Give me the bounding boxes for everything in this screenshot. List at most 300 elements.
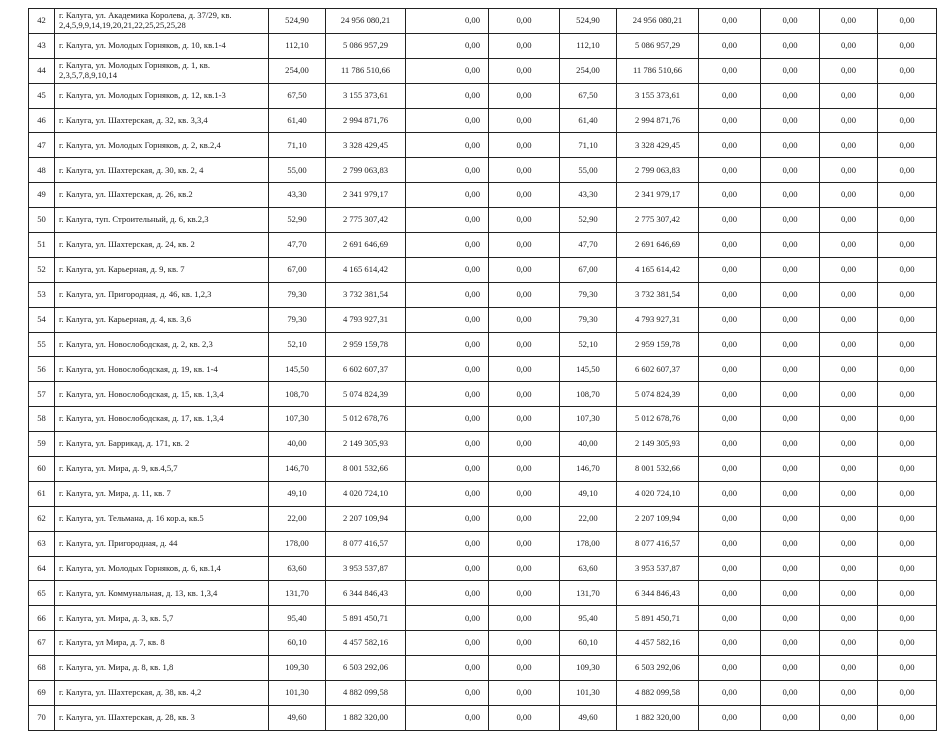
table-body	[29, 9, 937, 731]
value-cell: 0,00	[699, 481, 761, 506]
value-cell: 0,00	[761, 481, 820, 506]
value-cell: 0,00	[761, 656, 820, 681]
area-cell: 146,70	[269, 457, 326, 482]
value-cell: 0,00	[489, 357, 560, 382]
cost-cell: 3 953 537,87	[326, 556, 406, 581]
cost-cell: 6 602 607,37	[617, 357, 699, 382]
cost-cell: 1 882 320,00	[326, 705, 406, 730]
value-cell: 0,00	[761, 382, 820, 407]
area-cell: 108,70	[560, 382, 617, 407]
value-cell: 0,00	[820, 208, 878, 233]
cost-cell: 3 328 429,45	[326, 133, 406, 158]
table-row	[29, 33, 937, 58]
cost-cell: 8 001 532,66	[617, 457, 699, 482]
address-cell: г. Калуга, ул. Пригородная, д. 46, кв. 1,2,3	[55, 282, 269, 307]
value-cell: 0,00	[878, 481, 937, 506]
address-cell: г. Калуга, ул. Академика Королева, д. 37/29, кв. 2,4,5,9,9,14,19,20,21,22,25,25,25,28	[55, 9, 269, 34]
value-cell: 0,00	[699, 631, 761, 656]
cost-cell: 5 086 957,29	[326, 33, 406, 58]
table-row	[29, 158, 937, 183]
value-cell: 0,00	[878, 556, 937, 581]
table-row	[29, 457, 937, 482]
address-cell: г. Калуга, ул. Новослободская, д. 19, кв. 1-4	[55, 357, 269, 382]
table-row	[29, 556, 937, 581]
value-cell: 0,00	[406, 581, 489, 606]
cost-cell: 2 149 305,93	[326, 432, 406, 457]
table-row	[29, 481, 937, 506]
value-cell: 0,00	[820, 531, 878, 556]
table-row	[29, 656, 937, 681]
area-cell: 109,30	[269, 656, 326, 681]
value-cell: 0,00	[761, 631, 820, 656]
value-cell: 0,00	[878, 656, 937, 681]
row-number-cell: 43	[29, 33, 55, 58]
cost-cell: 2 207 109,94	[617, 506, 699, 531]
value-cell: 0,00	[761, 407, 820, 432]
area-cell: 52,10	[269, 332, 326, 357]
row-number-cell: 62	[29, 506, 55, 531]
value-cell: 0,00	[878, 705, 937, 730]
value-cell: 0,00	[406, 332, 489, 357]
value-cell: 0,00	[878, 382, 937, 407]
value-cell: 0,00	[820, 33, 878, 58]
cost-cell: 24 956 080,21	[617, 9, 699, 34]
area-cell: 60,10	[269, 631, 326, 656]
value-cell: 0,00	[699, 531, 761, 556]
value-cell: 0,00	[820, 233, 878, 258]
cost-cell: 4 882 099,58	[617, 681, 699, 706]
value-cell: 0,00	[489, 233, 560, 258]
value-cell: 0,00	[878, 282, 937, 307]
cost-cell: 2 775 307,42	[617, 208, 699, 233]
value-cell: 0,00	[699, 457, 761, 482]
address-cell: г. Калуга, ул. Новослободская, д. 2, кв. 2,3	[55, 332, 269, 357]
row-number-cell: 48	[29, 158, 55, 183]
value-cell: 0,00	[878, 233, 937, 258]
table-row	[29, 357, 937, 382]
address-cell: г. Калуга, ул. Карьерная, д. 9, кв. 7	[55, 257, 269, 282]
cost-cell: 2 959 159,78	[617, 332, 699, 357]
value-cell: 0,00	[406, 183, 489, 208]
address-cell: г. Калуга, ул. Коммунальная, д. 13, кв. 1,3,4	[55, 581, 269, 606]
area-cell: 71,10	[560, 133, 617, 158]
value-cell: 0,00	[761, 705, 820, 730]
address-cell: г. Калуга, ул. Новослободская, д. 17, кв. 1,3,4	[55, 407, 269, 432]
value-cell: 0,00	[489, 332, 560, 357]
table-row	[29, 83, 937, 108]
area-cell: 524,90	[560, 9, 617, 34]
value-cell: 0,00	[489, 257, 560, 282]
area-cell: 49,10	[560, 481, 617, 506]
address-cell: г. Калуга, ул. Мира, д. 11, кв. 7	[55, 481, 269, 506]
table-row	[29, 9, 937, 34]
cost-cell: 5 074 824,39	[326, 382, 406, 407]
value-cell: 0,00	[699, 282, 761, 307]
value-cell: 0,00	[699, 656, 761, 681]
row-number-cell: 54	[29, 307, 55, 332]
area-cell: 67,50	[560, 83, 617, 108]
value-cell: 0,00	[878, 457, 937, 482]
value-cell: 0,00	[878, 133, 937, 158]
table-row	[29, 58, 937, 83]
document-sheet	[28, 8, 915, 731]
area-cell: 43,30	[269, 183, 326, 208]
value-cell: 0,00	[406, 556, 489, 581]
value-cell: 0,00	[820, 9, 878, 34]
value-cell: 0,00	[878, 432, 937, 457]
address-cell: г. Калуга, ул. Пригородная, д. 44	[55, 531, 269, 556]
row-number-cell: 53	[29, 282, 55, 307]
value-cell: 0,00	[406, 407, 489, 432]
table-row	[29, 531, 937, 556]
cost-cell: 2 341 979,17	[326, 183, 406, 208]
value-cell: 0,00	[761, 133, 820, 158]
cost-cell: 2 691 646,69	[617, 233, 699, 258]
value-cell: 0,00	[406, 257, 489, 282]
value-cell: 0,00	[761, 233, 820, 258]
table-row	[29, 133, 937, 158]
area-cell: 22,00	[560, 506, 617, 531]
area-cell: 43,30	[560, 183, 617, 208]
area-cell: 254,00	[269, 58, 326, 83]
value-cell: 0,00	[699, 108, 761, 133]
value-cell: 0,00	[820, 357, 878, 382]
value-cell: 0,00	[878, 33, 937, 58]
table-row	[29, 606, 937, 631]
value-cell: 0,00	[878, 9, 937, 34]
area-cell: 52,90	[269, 208, 326, 233]
area-cell: 55,00	[269, 158, 326, 183]
cost-cell: 1 882 320,00	[617, 705, 699, 730]
row-number-cell: 51	[29, 233, 55, 258]
address-cell: г. Калуга, ул. Баррикад, д. 171, кв. 2	[55, 432, 269, 457]
area-cell: 109,30	[560, 656, 617, 681]
value-cell: 0,00	[761, 9, 820, 34]
value-cell: 0,00	[878, 183, 937, 208]
value-cell: 0,00	[699, 9, 761, 34]
area-cell: 79,30	[560, 307, 617, 332]
cost-cell: 4 793 927,31	[617, 307, 699, 332]
area-cell: 146,70	[560, 457, 617, 482]
value-cell: 0,00	[820, 133, 878, 158]
table-row	[29, 257, 937, 282]
cost-cell: 6 344 846,43	[617, 581, 699, 606]
cost-cell: 2 994 871,76	[617, 108, 699, 133]
value-cell: 0,00	[761, 556, 820, 581]
value-cell: 0,00	[820, 332, 878, 357]
value-cell: 0,00	[820, 183, 878, 208]
value-cell: 0,00	[489, 481, 560, 506]
value-cell: 0,00	[406, 233, 489, 258]
row-number-cell: 60	[29, 457, 55, 482]
value-cell: 0,00	[489, 656, 560, 681]
area-cell: 524,90	[269, 9, 326, 34]
cost-cell: 6 503 292,06	[617, 656, 699, 681]
value-cell: 0,00	[406, 307, 489, 332]
value-cell: 0,00	[761, 33, 820, 58]
cost-cell: 4 165 614,42	[617, 257, 699, 282]
value-cell: 0,00	[761, 531, 820, 556]
table-row	[29, 307, 937, 332]
area-cell: 47,70	[269, 233, 326, 258]
address-cell: г. Калуга, туп. Строительный, д. 6, кв.2,3	[55, 208, 269, 233]
value-cell: 0,00	[820, 705, 878, 730]
row-number-cell: 64	[29, 556, 55, 581]
value-cell: 0,00	[878, 631, 937, 656]
value-cell: 0,00	[761, 457, 820, 482]
cost-cell: 4 793 927,31	[326, 307, 406, 332]
area-cell: 145,50	[269, 357, 326, 382]
row-number-cell: 67	[29, 631, 55, 656]
cost-cell: 4 165 614,42	[326, 257, 406, 282]
row-number-cell: 52	[29, 257, 55, 282]
value-cell: 0,00	[489, 382, 560, 407]
value-cell: 0,00	[406, 656, 489, 681]
cost-cell: 4 020 724,10	[617, 481, 699, 506]
value-cell: 0,00	[878, 407, 937, 432]
value-cell: 0,00	[699, 208, 761, 233]
value-cell: 0,00	[761, 581, 820, 606]
value-cell: 0,00	[761, 282, 820, 307]
area-cell: 131,70	[560, 581, 617, 606]
value-cell: 0,00	[878, 108, 937, 133]
table-row	[29, 432, 937, 457]
cost-cell: 8 001 532,66	[326, 457, 406, 482]
value-cell: 0,00	[820, 407, 878, 432]
value-cell: 0,00	[489, 631, 560, 656]
value-cell: 0,00	[699, 556, 761, 581]
row-number-cell: 50	[29, 208, 55, 233]
cost-cell: 11 786 510,66	[617, 58, 699, 83]
table-row	[29, 233, 937, 258]
value-cell: 0,00	[489, 705, 560, 730]
value-cell: 0,00	[699, 382, 761, 407]
row-number-cell: 42	[29, 9, 55, 34]
value-cell: 0,00	[761, 606, 820, 631]
table-row	[29, 506, 937, 531]
area-cell: 79,30	[269, 307, 326, 332]
cost-cell: 3 155 373,61	[617, 83, 699, 108]
value-cell: 0,00	[406, 33, 489, 58]
value-cell: 0,00	[820, 606, 878, 631]
table-row	[29, 183, 937, 208]
table-row	[29, 705, 937, 730]
area-cell: 101,30	[269, 681, 326, 706]
row-number-cell: 58	[29, 407, 55, 432]
row-number-cell: 45	[29, 83, 55, 108]
cost-cell: 3 732 381,54	[617, 282, 699, 307]
cost-cell: 8 077 416,57	[617, 531, 699, 556]
value-cell: 0,00	[820, 108, 878, 133]
cost-cell: 2 799 063,83	[326, 158, 406, 183]
cost-cell: 6 503 292,06	[326, 656, 406, 681]
value-cell: 0,00	[820, 681, 878, 706]
value-cell: 0,00	[820, 631, 878, 656]
value-cell: 0,00	[820, 457, 878, 482]
value-cell: 0,00	[406, 432, 489, 457]
area-cell: 61,40	[560, 108, 617, 133]
area-cell: 67,00	[560, 257, 617, 282]
value-cell: 0,00	[699, 332, 761, 357]
area-cell: 79,30	[269, 282, 326, 307]
value-cell: 0,00	[878, 208, 937, 233]
cost-cell: 5 086 957,29	[617, 33, 699, 58]
value-cell: 0,00	[489, 208, 560, 233]
value-cell: 0,00	[878, 581, 937, 606]
area-cell: 40,00	[269, 432, 326, 457]
area-cell: 107,30	[269, 407, 326, 432]
area-cell: 61,40	[269, 108, 326, 133]
value-cell: 0,00	[878, 681, 937, 706]
cost-cell: 6 344 846,43	[326, 581, 406, 606]
row-number-cell: 47	[29, 133, 55, 158]
area-cell: 145,50	[560, 357, 617, 382]
area-cell: 52,90	[560, 208, 617, 233]
area-cell: 67,00	[269, 257, 326, 282]
value-cell: 0,00	[699, 506, 761, 531]
cost-cell: 2 799 063,83	[617, 158, 699, 183]
value-cell: 0,00	[699, 606, 761, 631]
area-cell: 107,30	[560, 407, 617, 432]
value-cell: 0,00	[699, 183, 761, 208]
value-cell: 0,00	[489, 108, 560, 133]
value-cell: 0,00	[878, 531, 937, 556]
value-cell: 0,00	[761, 108, 820, 133]
cost-cell: 5 891 450,71	[326, 606, 406, 631]
area-cell: 112,10	[269, 33, 326, 58]
address-cell: г. Калуга, ул. Молодых Горняков, д. 12, кв.1-3	[55, 83, 269, 108]
value-cell: 0,00	[489, 457, 560, 482]
address-cell: г. Калуга, ул. Новослободская, д. 15, кв. 1,3,4	[55, 382, 269, 407]
table-row	[29, 581, 937, 606]
value-cell: 0,00	[820, 382, 878, 407]
area-cell: 254,00	[560, 58, 617, 83]
row-number-cell: 61	[29, 481, 55, 506]
value-cell: 0,00	[761, 83, 820, 108]
row-number-cell: 70	[29, 705, 55, 730]
value-cell: 0,00	[489, 158, 560, 183]
value-cell: 0,00	[406, 606, 489, 631]
area-cell: 52,10	[560, 332, 617, 357]
area-cell: 49,60	[560, 705, 617, 730]
value-cell: 0,00	[699, 407, 761, 432]
table-row	[29, 407, 937, 432]
value-cell: 0,00	[406, 481, 489, 506]
value-cell: 0,00	[489, 282, 560, 307]
value-cell: 0,00	[489, 33, 560, 58]
cost-cell: 24 956 080,21	[326, 9, 406, 34]
value-cell: 0,00	[406, 108, 489, 133]
cost-cell: 3 732 381,54	[326, 282, 406, 307]
address-cell: г. Калуга, ул. Молодых Горняков, д. 10, кв.1-4	[55, 33, 269, 58]
value-cell: 0,00	[699, 233, 761, 258]
value-cell: 0,00	[878, 307, 937, 332]
cost-cell: 5 891 450,71	[617, 606, 699, 631]
cost-cell: 2 775 307,42	[326, 208, 406, 233]
value-cell: 0,00	[406, 9, 489, 34]
cost-cell: 5 074 824,39	[617, 382, 699, 407]
row-number-cell: 59	[29, 432, 55, 457]
row-number-cell: 66	[29, 606, 55, 631]
table-row	[29, 332, 937, 357]
value-cell: 0,00	[406, 357, 489, 382]
value-cell: 0,00	[761, 158, 820, 183]
address-cell: г. Калуга, ул. Шахтерская, д. 28, кв. 3	[55, 705, 269, 730]
value-cell: 0,00	[761, 58, 820, 83]
value-cell: 0,00	[699, 307, 761, 332]
value-cell: 0,00	[489, 531, 560, 556]
address-cell: г. Калуга, ул. Мира, д. 9, кв.4,5,7	[55, 457, 269, 482]
area-cell: 108,70	[269, 382, 326, 407]
value-cell: 0,00	[878, 357, 937, 382]
value-cell: 0,00	[820, 158, 878, 183]
value-cell: 0,00	[761, 257, 820, 282]
value-cell: 0,00	[699, 58, 761, 83]
value-cell: 0,00	[699, 705, 761, 730]
cost-cell: 2 959 159,78	[326, 332, 406, 357]
address-cell: г. Калуга, ул. Шахтерская, д. 38, кв. 4,2	[55, 681, 269, 706]
value-cell: 0,00	[878, 332, 937, 357]
table-row	[29, 681, 937, 706]
cost-cell: 4 020 724,10	[326, 481, 406, 506]
value-cell: 0,00	[406, 506, 489, 531]
value-cell: 0,00	[699, 133, 761, 158]
value-cell: 0,00	[489, 183, 560, 208]
value-cell: 0,00	[878, 606, 937, 631]
value-cell: 0,00	[489, 83, 560, 108]
value-cell: 0,00	[489, 556, 560, 581]
value-cell: 0,00	[406, 158, 489, 183]
value-cell: 0,00	[489, 681, 560, 706]
value-cell: 0,00	[489, 506, 560, 531]
value-cell: 0,00	[406, 705, 489, 730]
cost-cell: 3 155 373,61	[326, 83, 406, 108]
value-cell: 0,00	[761, 332, 820, 357]
value-cell: 0,00	[699, 257, 761, 282]
area-cell: 55,00	[560, 158, 617, 183]
value-cell: 0,00	[878, 506, 937, 531]
cost-cell: 4 457 582,16	[326, 631, 406, 656]
value-cell: 0,00	[489, 133, 560, 158]
area-cell: 101,30	[560, 681, 617, 706]
value-cell: 0,00	[489, 407, 560, 432]
address-cell: г. Калуга, ул. Молодых Горняков, д. 1, кв. 2,3,5,7,8,9,10,14	[55, 58, 269, 83]
value-cell: 0,00	[820, 432, 878, 457]
value-cell: 0,00	[761, 208, 820, 233]
area-cell: 112,10	[560, 33, 617, 58]
area-cell: 178,00	[269, 531, 326, 556]
cost-cell: 2 994 871,76	[326, 108, 406, 133]
area-cell: 71,10	[269, 133, 326, 158]
value-cell: 0,00	[489, 432, 560, 457]
table-row	[29, 382, 937, 407]
value-cell: 0,00	[406, 208, 489, 233]
area-cell: 178,00	[560, 531, 617, 556]
cost-cell: 8 077 416,57	[326, 531, 406, 556]
value-cell: 0,00	[878, 83, 937, 108]
address-cell: г. Калуга, ул. Тельмана, д. 16 кор.а, кв.5	[55, 506, 269, 531]
area-cell: 79,30	[560, 282, 617, 307]
row-number-cell: 63	[29, 531, 55, 556]
table-row	[29, 282, 937, 307]
value-cell: 0,00	[406, 282, 489, 307]
table-row	[29, 108, 937, 133]
value-cell: 0,00	[699, 681, 761, 706]
value-cell: 0,00	[820, 58, 878, 83]
value-cell: 0,00	[406, 382, 489, 407]
value-cell: 0,00	[699, 357, 761, 382]
area-cell: 47,70	[560, 233, 617, 258]
